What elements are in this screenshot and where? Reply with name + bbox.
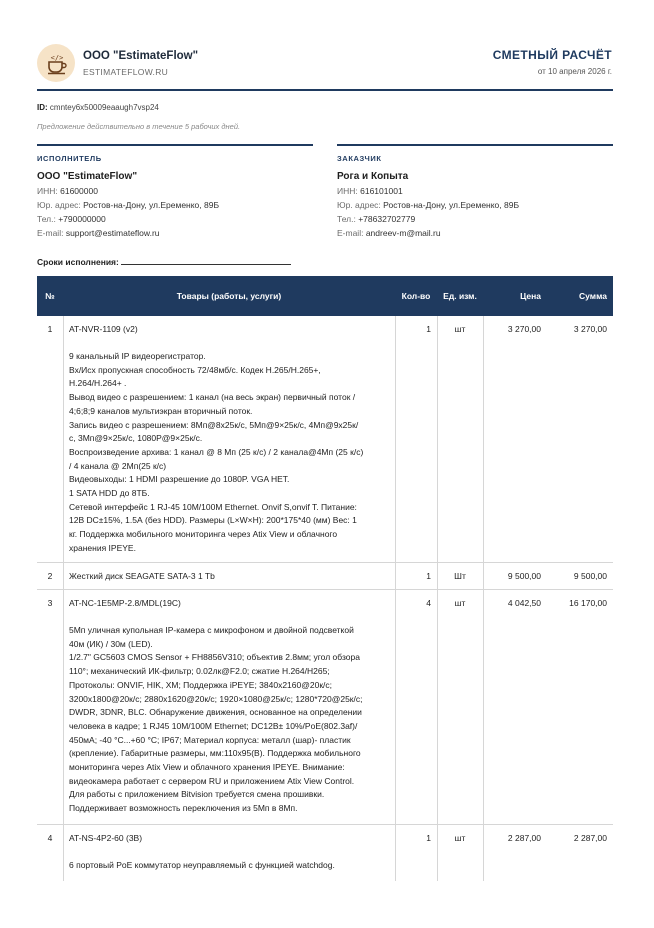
column-divider bbox=[483, 316, 484, 562]
executor-email bbox=[37, 228, 313, 238]
row-item-code: AT-NS-4P2-60 (3В) bbox=[69, 833, 143, 843]
table-row bbox=[37, 825, 613, 881]
executor-phone-label: Тел.: bbox=[37, 214, 56, 224]
executor-inn-label: ИНН: bbox=[37, 186, 58, 196]
header-price: Цена bbox=[520, 291, 541, 301]
row-num: 3 bbox=[47, 598, 53, 608]
row-qty: 1 bbox=[426, 571, 431, 581]
row-unit: шт bbox=[454, 598, 466, 608]
customer-email bbox=[337, 228, 613, 238]
header-sum: Сумма bbox=[579, 291, 607, 301]
executor-label: ИСПОЛНИТЕЛЬ bbox=[37, 154, 102, 163]
customer-inn-value: 616101001 bbox=[360, 186, 403, 196]
executor-inn-value: 61600000 bbox=[60, 186, 98, 196]
executor-divider bbox=[37, 144, 313, 146]
customer-phone-value[interactable]: +78632702779 bbox=[358, 214, 416, 224]
customer-address-label: Юр. адрес: bbox=[337, 200, 381, 210]
executor-address-label: Юр. адрес: bbox=[37, 200, 81, 210]
row-num: 2 bbox=[47, 571, 53, 581]
column-divider bbox=[395, 563, 396, 589]
executor-phone-value[interactable]: +790000000 bbox=[58, 214, 106, 224]
row-unit: Шт bbox=[454, 571, 466, 581]
row-item bbox=[63, 316, 395, 556]
column-divider bbox=[395, 590, 396, 824]
customer-divider bbox=[337, 144, 613, 146]
customer-email-value[interactable]: andreev-m@mail.ru bbox=[365, 228, 441, 238]
customer-address bbox=[337, 200, 613, 210]
executor-block bbox=[37, 144, 313, 238]
company-logo bbox=[37, 44, 75, 82]
row-num: 1 bbox=[47, 324, 53, 334]
row-item bbox=[63, 825, 395, 873]
column-divider bbox=[63, 563, 64, 589]
executor-address-value: Ростов-на-Дону, ул.Еременко, 89Б bbox=[83, 200, 220, 210]
coffee-cup-code-icon bbox=[45, 51, 69, 75]
row-qty: 1 bbox=[426, 324, 431, 334]
header-unit: Ед. изм. bbox=[443, 290, 477, 301]
row-item-desc: 5Мп уличная купольная IP-камера с микрофоном и двойной подсветкой 40м (ИК) / 30м (LED). 1/2.7" GC5603 CMOS Sensor + FH8856V310; объектив 2.8мм; угол обзора 110°; механический ИК-фильтр; 0.02лк@F2.0; сжатие H.264/H265; Протоколы: ONVIF, HIK, XM; Поддержка iPEYE; 3840х2160@20к/с; 3200x1800@20к/с; 2880x1620@20к/с; 1920×1080@25к/с; 1280*720@25к/с; DWDR, 3DNR, BLC. Обнаружение движения, основанное на определении человека в кадре; 1 RJ45 10M/100M Ethernet; DC12В± 10%/PoE(802.3af)/ 450мА; -40 °C...+60 °C; IP67; Материал корпуса: металл (шар)- пластик (крепление). Габаритные размеры, мм:110х95(В). Поддержка мобильного мониторинга через Atix View и облачного хранения IPEYE. Внимание: видеокамера работает с сервером RU и приложением Atix View Control. Для работы с приложением Bitvision требуется смена прошивки. Поддерживает возможность переключения из 5Мп в 8Мп. bbox=[69, 625, 363, 814]
row-sum: 3 270,00 bbox=[573, 324, 607, 334]
execution-terms-label: Сроки исполнения: bbox=[37, 257, 119, 267]
row-qty: 4 bbox=[426, 598, 431, 608]
customer-label: ЗАКАЗЧИК bbox=[337, 154, 382, 163]
document-id-value: cmntey6x50009eaaugh7vsp24 bbox=[49, 103, 159, 112]
row-sum: 9 500,00 bbox=[573, 571, 607, 581]
row-item-code: AT-NVR-1109 (v2) bbox=[69, 324, 138, 334]
executor-email-value[interactable]: support@estimateflow.ru bbox=[65, 228, 160, 238]
document-date: от 10 апреля 2026 г. bbox=[537, 67, 612, 76]
customer-inn-label: ИНН: bbox=[337, 186, 358, 196]
customer-address-value: Ростов-на-Дону, ул.Еременко, 89Б bbox=[383, 200, 520, 210]
column-divider bbox=[395, 316, 396, 562]
document-id bbox=[37, 103, 159, 112]
row-item-desc: 9 канальный IP видеорегистратор. Вх/Исх пропускная способность 72/48мб/с. Кодек H.265/H.265+, H.264/H.264+ . Вывод видео с разрешением: 1 канал (на весь экран) первичный поток / 4;6;8;9 каналов мультиэкран вторичный поток. Запись видео с разрешением: 8Мп@8х25к/с, 5Мп@9×25к/с, 4Мп@9х25к/ с, 3Мп@9×25к/с, 1080P@9×25к/с. Воспроизведение архива: 1 канал @ 8 Мп (25 к/с) / 2 канала@4Мп (25 к/с) / 4 канала @ 2Мп(25 к/с) Видеовыходы: 1 HDMI разрешение до 1080P. VGA НЕТ. 1 SATA HDD до 8ТБ. Сетевой интерфейс 1 RJ-45 10M/100M Ethernet. Onvif S,onvif T. Питание: 12В DC±15%, 1.5А (без HDD). Размеры (L×W×H): 200*175*40 (мм) Вес: 1 кг. Поддержка мобильного мониторинга через Atix View и облачного хранения IPEYE. bbox=[69, 351, 364, 553]
executor-phone bbox=[37, 214, 313, 224]
row-item-code: Жесткий диск SEAGATE SATA-3 1 Tb bbox=[69, 571, 215, 581]
row-price: 9 500,00 bbox=[507, 571, 541, 581]
executor-email-label: E-mail: bbox=[37, 228, 64, 238]
executor-name: ООО "EstimateFlow" bbox=[37, 171, 138, 182]
executor-address bbox=[37, 200, 313, 210]
header-qty: Кол-во bbox=[401, 291, 431, 301]
estimate-table bbox=[37, 276, 613, 881]
customer-inn bbox=[337, 186, 613, 196]
row-item-desc: 6 портовый PoE коммутатор неуправляемый с функцией watchdog. bbox=[69, 860, 335, 870]
table-row bbox=[37, 563, 613, 590]
column-divider bbox=[437, 825, 438, 881]
row-price: 2 287,00 bbox=[507, 833, 541, 843]
customer-name: Рога и Копыта bbox=[337, 171, 409, 182]
row-num: 4 bbox=[47, 833, 53, 843]
row-item-code: AT-NC-1E5MP-2.8/MDL(19C) bbox=[69, 598, 181, 608]
document-id-label: ID: bbox=[37, 103, 48, 112]
row-item bbox=[63, 563, 395, 581]
column-divider bbox=[483, 590, 484, 824]
header-num: № bbox=[45, 291, 55, 301]
row-price: 4 042,50 bbox=[507, 598, 541, 608]
header-divider bbox=[37, 89, 613, 91]
execution-terms-blank bbox=[121, 255, 291, 265]
company-name: ООО "EstimateFlow" bbox=[83, 50, 199, 62]
column-divider bbox=[483, 563, 484, 589]
column-divider bbox=[483, 825, 484, 881]
company-website[interactable]: ESTIMATEFLOW.RU bbox=[83, 67, 169, 77]
column-divider bbox=[63, 590, 64, 824]
column-divider bbox=[437, 563, 438, 589]
document-title: СМЕТНЫЙ РАСЧЁТ bbox=[492, 48, 612, 62]
row-item bbox=[63, 590, 395, 816]
executor-inn bbox=[37, 186, 313, 196]
row-sum: 2 287,00 bbox=[573, 833, 607, 843]
column-divider bbox=[63, 825, 64, 881]
column-divider bbox=[437, 316, 438, 562]
header-name: Товары (работы, услуги) bbox=[176, 291, 282, 301]
customer-phone bbox=[337, 214, 613, 224]
column-divider bbox=[395, 825, 396, 881]
row-price: 3 270,00 bbox=[507, 324, 541, 334]
row-unit: шт bbox=[454, 833, 466, 843]
table-row bbox=[37, 316, 613, 563]
customer-phone-label: Тел.: bbox=[337, 214, 356, 224]
validity-note: Предложение действительно в течение 5 рабочих дней. bbox=[37, 122, 241, 131]
row-sum: 16 170,00 bbox=[569, 598, 607, 608]
column-divider bbox=[63, 316, 64, 562]
table-header bbox=[37, 276, 613, 316]
customer-block bbox=[337, 144, 613, 238]
execution-terms bbox=[37, 255, 291, 267]
svg-text:</>: </> bbox=[50, 54, 64, 62]
row-qty: 1 bbox=[426, 833, 431, 843]
column-divider bbox=[437, 590, 438, 824]
table-row bbox=[37, 590, 613, 825]
row-unit: шт bbox=[454, 324, 466, 334]
customer-email-label: E-mail: bbox=[337, 228, 364, 238]
